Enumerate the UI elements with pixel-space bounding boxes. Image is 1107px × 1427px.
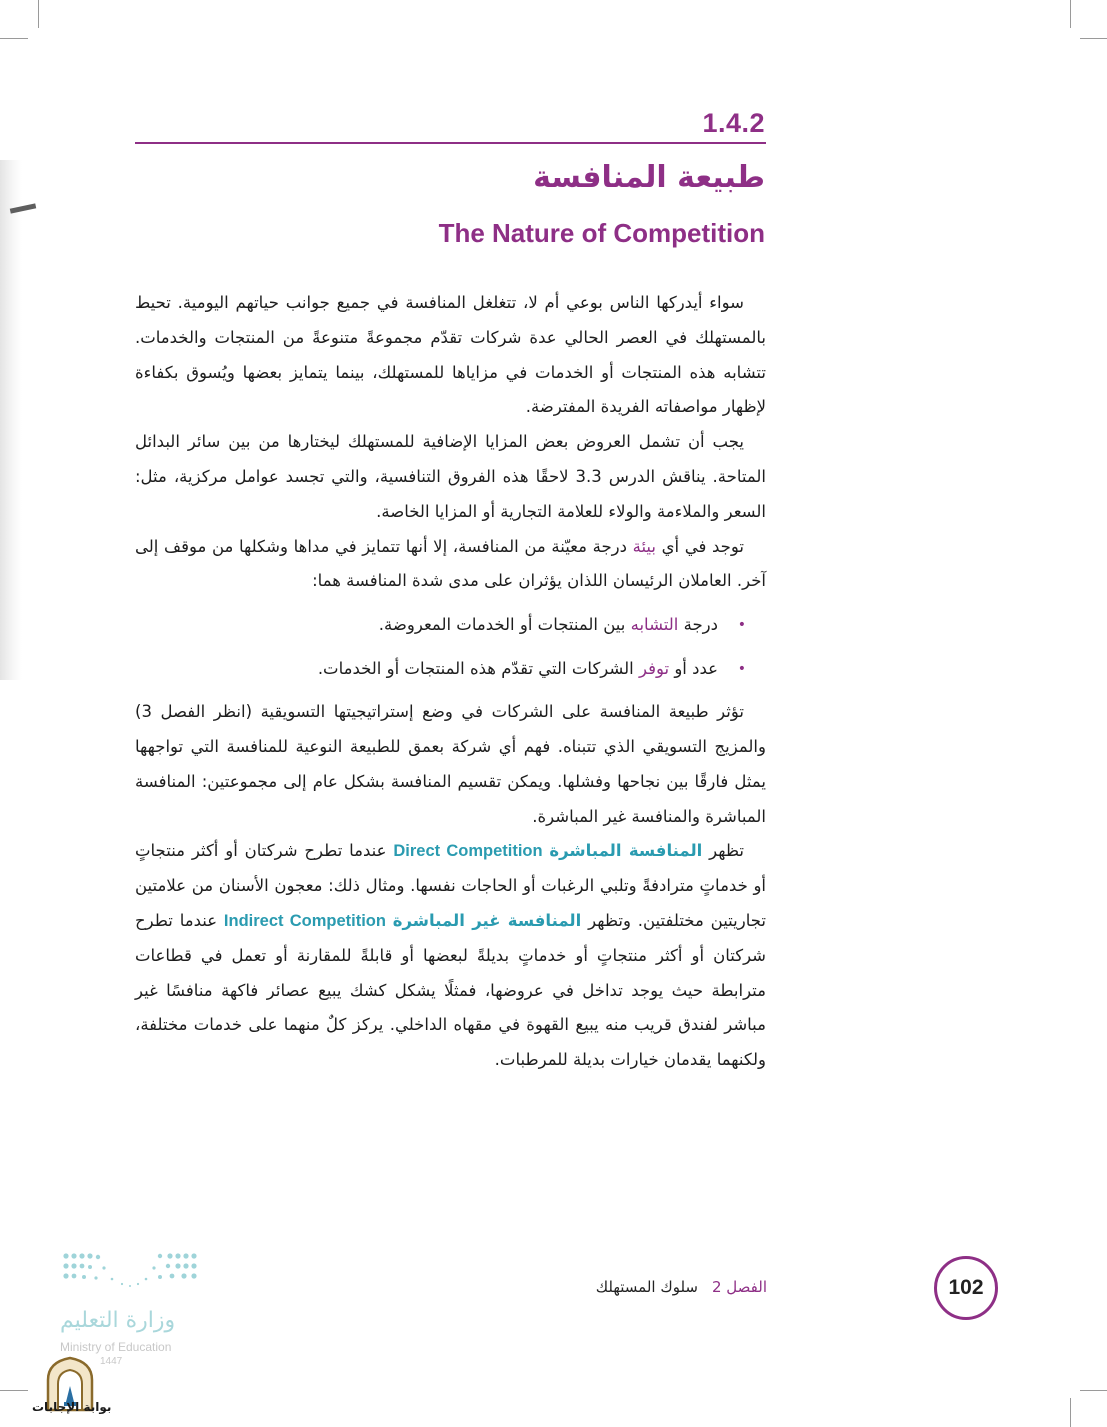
paragraph-3 — [135, 530, 766, 600]
term-direct-en: Direct Competition — [393, 842, 543, 861]
paragraph-5-text: عندما تطرح شركتان أو أكثر منتجاتٍ أو خدماتٍ مترادفةً وتلبي الرغبات أو الحاجات نفسها. ومثال ذلك: معجون الأسنان من علامتين تجاريتين مختلفتين. وتظهر — [135, 841, 766, 930]
ministry-name-arabic: وزارة التعليم — [60, 1308, 176, 1333]
bullet-icon: • — [737, 617, 746, 634]
lesson-number: 3.3 — [575, 466, 602, 486]
list-item — [135, 647, 746, 691]
highlight-word: توفر — [638, 659, 670, 679]
paragraph-5 — [135, 834, 766, 1078]
paragraph-2-text: لاحقًا هذه الفروق التنافسية، والتي تجسد عوامل مركزية، مثل: السعر والملاءمة والولاء للعلامة التجارية أو المزايا الخاصة. — [135, 466, 766, 521]
highlight-word: بيئة — [632, 536, 656, 556]
paragraph-4 — [135, 695, 766, 834]
bullet-icon: • — [737, 661, 746, 678]
paragraph-5-text: تظهر — [702, 841, 744, 861]
crop-mark — [0, 38, 28, 39]
ministry-year: 1447 — [100, 1356, 123, 1367]
crop-mark — [1070, 0, 1071, 28]
crop-mark — [1070, 1398, 1071, 1427]
chapter-footer — [596, 1278, 767, 1296]
chapter-label: الفصل 2 — [711, 1278, 767, 1296]
list-item — [135, 603, 746, 647]
paragraph-5-text: عندما تطرح شركتان أو أكثر منتجاتٍ أو خدماتٍ بديلةً لبعضها أو قابلةً للمقارنة أو تعمل في قطاعات مترابطة حيث يوجد تداخل في عروضها، فمثلًا يشكل كشك يبيع عصائر فاكهة منافسًا غير مباشر لفندق قريب منه يبيع القهوة في مقهاه الداخلي. يركز كلٌ منهما على خدمات مختلفة، ولكنهما يقدمان خيارات بديلة للمرطبات. — [135, 910, 766, 1070]
section-number: 1.4.2 — [702, 108, 765, 138]
paragraph-1: سواء أيدركها الناس بوعي أم لا، تتغلغل المنافسة في جميع جوانب حياتهم اليومية. تحيط بالمستهلك في العصر الحالي عدة شركات تقدّم مجموعةً متنوعةً من المنتجات والخدمات. تتشابه هذه المنتجات أو الخدمات في مزاياها للمستهلك، بينما يتمايز بعضها ويُسوق بكفاءة لإظهار مواصفاته الفريدة المفترضة. — [135, 293, 766, 417]
ministry-name-english: Ministry of Education — [60, 1340, 172, 1354]
chapter-title: سلوك المستهلك — [595, 1278, 698, 1296]
paragraph-2 — [135, 425, 766, 529]
crop-mark — [38, 0, 39, 28]
body-text — [135, 286, 766, 1078]
paragraph-3-text: توجد في أي — [656, 536, 744, 556]
crop-mark — [1080, 38, 1107, 39]
list-item-text: عدد أو — [669, 659, 718, 679]
list-item-text: الشركات التي تقدّم هذه المنتجات أو الخدمات. — [317, 659, 639, 679]
chapter-ref: 3 — [141, 702, 152, 722]
title-english: The Nature of Competition — [438, 218, 765, 248]
factor-list — [135, 603, 766, 691]
crop-mark — [1080, 1390, 1107, 1391]
term-indirect-ar: المنافسة غير المباشرة — [392, 910, 582, 930]
paragraph-4-text: تؤثر طبيعة المنافسة على الشركات في وضع إستراتيجيتها التسويقية (انظر الفصل — [151, 702, 744, 722]
paragraph-4-text: ) والمزيج التسويقي الذي تتبناه. فهم أي شركة بعمق للطبيعة النوعية للمنافسة التي تواجهها يمثل فارقًا بين نجاحها وفشلها. ويمكن تقسيم المنافسة بشكل عام إلى مجموعتين: المنافسة المباشرة والمنافسة غير المباشرة. — [135, 702, 766, 826]
list-item-text: بين المنتجات أو الخدمات المعروضة. — [378, 615, 631, 635]
term-direct-ar: المنافسة المباشرة — [549, 841, 703, 861]
watermark-text: بوابة الإجابات — [32, 1400, 112, 1414]
ministry-logo-dots — [60, 1250, 200, 1290]
paragraph-2-text: يجب أن تشمل العروض بعض المزايا الإضافية للمستهلك ليختارها من بين سائر البدائل المتاحة. يناقش الدرس — [135, 432, 766, 486]
paragraph-3-text: درجة معيّنة من المنافسة، إلا أنها تتمايز في مداها وشكلها من موقف إلى آخر. العاملان الرئيسان اللذان يؤثران على مدى شدة المنافسة هما: — [135, 536, 766, 591]
title-arabic: طبيعة المنافسة — [533, 160, 765, 195]
page-edge-shadow — [0, 160, 22, 680]
term-indirect-en: Indirect Competition — [223, 911, 386, 930]
section-rule — [135, 142, 766, 144]
list-item-text: درجة — [678, 615, 718, 635]
highlight-word: التشابه — [630, 615, 679, 635]
crop-mark — [0, 1390, 28, 1391]
page-number-badge: 102 — [934, 1256, 998, 1320]
